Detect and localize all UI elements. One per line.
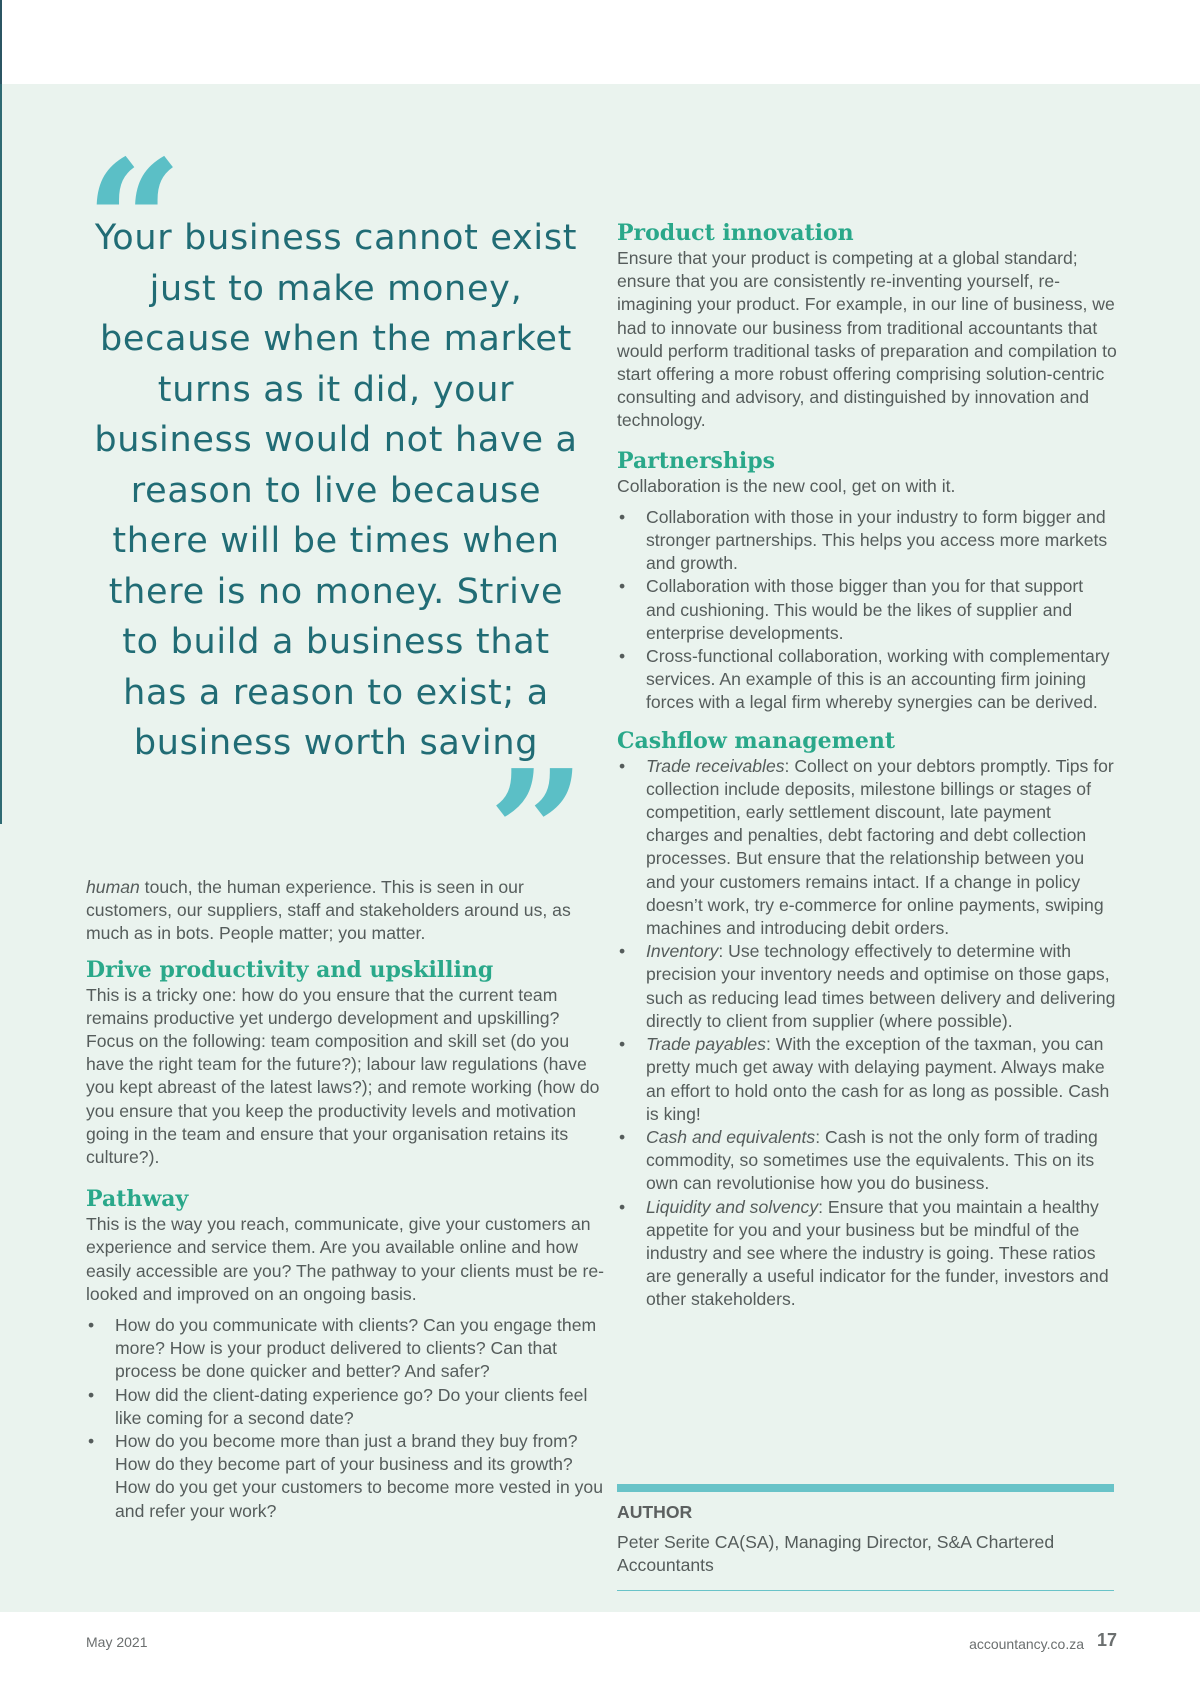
heading-cashflow-management: Cashflow management	[617, 727, 896, 754]
author-label: AUTHOR	[617, 1502, 693, 1522]
close-quote-mark: ”	[488, 733, 586, 933]
list-item-text: Collaboration with those in your industry to form bigger and stronger partnerships. This helps you access more markets and growth.	[646, 506, 1108, 574]
list-item	[617, 1033, 1117, 1126]
heading-drive-productivity: Drive productivity and upskilling	[86, 956, 494, 983]
partnerships-body: Collaboration is the new cool, get on with it.	[617, 475, 956, 496]
list-item-text: : Use technology effectively to determine with precision your inventory needs and optimise on those gaps, such as reducing lead times between delivery and delivering directly to client from supplier (where possible).	[646, 941, 1116, 1031]
heading-product-innovation: Product innovation	[617, 220, 854, 246]
bullet-icon: •	[619, 646, 626, 667]
bullet-icon: •	[619, 576, 626, 597]
bullet-icon: •	[619, 1126, 626, 1147]
bullet-icon: •	[619, 941, 626, 962]
list-item-term: Trade payables	[646, 1034, 766, 1055]
left-column	[86, 876, 606, 1523]
bullet-icon: •	[619, 506, 626, 527]
product-innovation-body: Ensure that your product is competing at a global standard; ensure that you are consistently re-inventing yourself, re-imagining your product. For example, in our line of business, we had to innovate our business from traditional accountants that would perform traditional tasks of preparation and compilation to start offering a more robust offering comprising solution-centric consulting and advisory, and distinguished by innovation and technology.	[617, 248, 1117, 431]
list-item-text: How do you communicate with clients? Can you engage them more? How is your product delivered to clients? Can that process be done quicker and better? And safer?	[115, 1315, 597, 1382]
bullet-icon: •	[619, 755, 626, 776]
heading-partnerships: Partnerships	[617, 447, 776, 474]
list-item-text: Cross-functional collaboration, working with complementary services. An example of this is an accounting firm joining forces with a legal firm whereby synergies can be derived.	[646, 646, 1110, 713]
list-item-term: Liquidity and solvency	[646, 1196, 819, 1217]
heading-pathway: Pathway	[86, 1186, 189, 1213]
list-item-text: : Collect on your debtors promptly. Tips for collection include deposits, milestone billings or stages of competition, early settlement discount, late payment charges and penalties, debt factoring and debt collection processes. But ensure that the relationship between you and your customers remains intact. If a change in policy doesn’t work, try e-commerce for online payments, swiping machines and introducing debit orders.	[646, 755, 1114, 939]
bullet-icon: •	[619, 1196, 626, 1217]
list-item	[617, 1126, 1117, 1196]
list-item	[86, 1314, 606, 1384]
list-item-text: Collaboration with those bigger than you for that support and cushioning. This would be the likes of supplier and enterprise developments.	[646, 576, 1084, 643]
margin-rule	[0, 0, 2, 84]
partnerships-list	[617, 506, 1117, 715]
right-column	[617, 219, 1117, 1312]
author-accent-bar	[617, 1484, 1114, 1492]
list-item	[617, 575, 1117, 645]
intro-emphasis: human	[86, 877, 140, 897]
list-item	[86, 1430, 606, 1523]
list-item	[617, 755, 1117, 941]
footer-website-link[interactable]: accountancy.co.za	[969, 1636, 1084, 1652]
bullet-icon: •	[88, 1431, 95, 1452]
list-item	[617, 940, 1117, 1033]
page-number: 17	[1097, 1630, 1118, 1650]
margin-rule-lower	[0, 84, 2, 824]
intro-paragraph	[86, 876, 606, 946]
list-item	[617, 1196, 1117, 1312]
pathway-body: This is the way you reach, communicate, give your customers an experience and service them. Are you available online and how easily accessible are you? The pathway to your clients must be re-looked and improved on an ongoing basis.	[86, 1214, 604, 1304]
list-item-text: : With the exception of the taxman, you can pretty much get away with delaying payment. Always make an effort to hold onto the cash for as long as possible. Cash is king!	[646, 1034, 1110, 1124]
author-byline: Peter Serite CA(SA), Managing Director, S&A Chartered Accountants	[617, 1532, 1055, 1576]
list-item-term: Inventory	[646, 941, 719, 962]
list-item	[617, 506, 1117, 576]
list-item-term: Trade receivables	[646, 755, 785, 776]
cashflow-list	[617, 755, 1117, 1312]
list-item-text: : Ensure that you maintain a healthy appetite for you and your business but be mindful of the industry and see where the industry is going. These ratios are generally a useful indicator for the funder, investors and other stakeholders.	[646, 1196, 1109, 1310]
bullet-icon: •	[88, 1315, 95, 1336]
list-item-text: How did the client-dating experience go? Do your clients feel like coming for a second date?	[115, 1384, 588, 1428]
drive-productivity-body: This is a tricky one: how do you ensure that the current team remains productive yet undergo development and upskilling? Focus on the following: team composition and skill set (do you have the right team for the future?); labour law regulations (have you kept abreast of the latest laws?); and remote working (how do you ensure that you keep the productivity levels and motivation going in the team and ensure that your organisation retains its culture?).	[86, 984, 600, 1168]
list-item	[617, 645, 1117, 715]
bullet-icon: •	[88, 1384, 95, 1405]
list-item	[86, 1384, 606, 1430]
pathway-list	[86, 1314, 606, 1523]
list-item-term: Cash and equivalents	[646, 1126, 816, 1147]
bullet-icon: •	[619, 1034, 626, 1055]
list-item-text: : Cash is not the only form of trading commodity, so sometimes use the equivalents. This on its own can revolutionise how you do business.	[646, 1126, 1098, 1194]
pull-quote: Your business cannot exist just to make money, because when the market turns as it did, your business would not have a reason to live because there will be times when there is no money. Strive to build a business that has a reason to exist; a business worth saving	[94, 218, 578, 763]
footer-date: May 2021	[86, 1634, 148, 1650]
author-divider	[617, 1590, 1114, 1591]
list-item-text: How do you become more than just a brand they buy from? How do they become part of your business and its growth? How do you get your customers to become more vested in you and refer your work?	[115, 1431, 603, 1521]
open-quote-mark: “	[85, 123, 183, 323]
intro-text: touch, the human experience. This is seen in our customers, our suppliers, staff and stakeholders around us, as much as in bots. People matter; you matter.	[86, 877, 571, 944]
